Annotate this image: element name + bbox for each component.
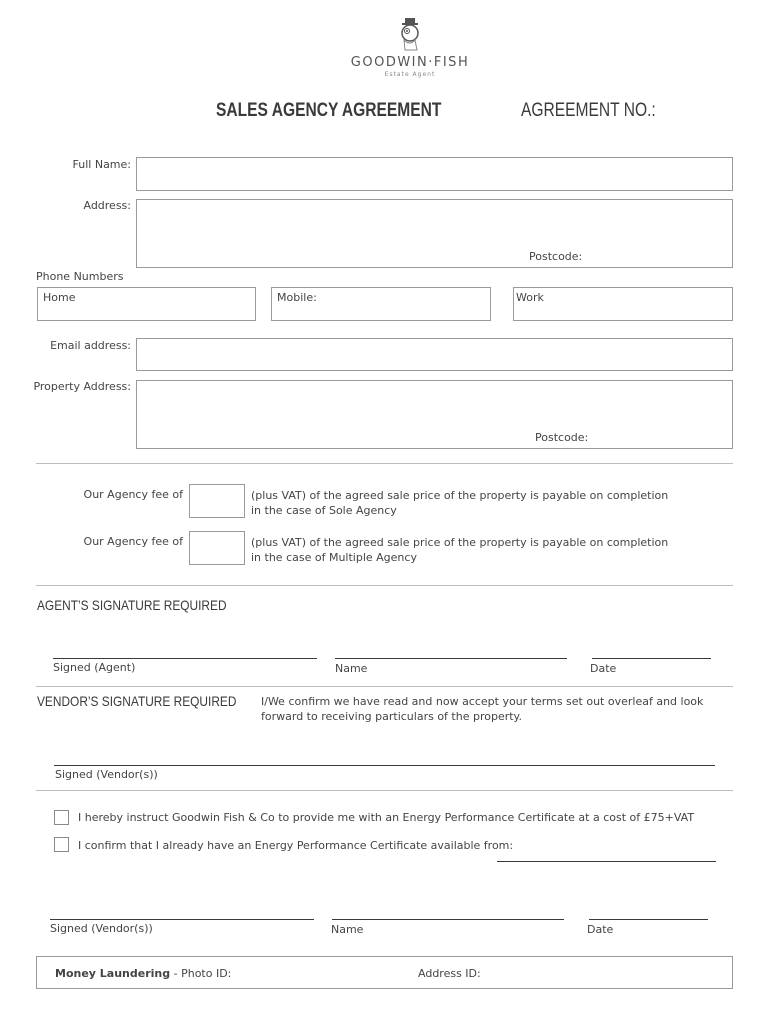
home-label: Home xyxy=(43,291,76,304)
multiple-fee-text-line-2: in the case of Multiple Agency xyxy=(251,551,417,564)
mobile-phone-field[interactable] xyxy=(271,287,491,321)
vendor-confirmation-line-2: forward to receiving particulars of the property. xyxy=(261,710,522,723)
brand-tagline: Estate Agent xyxy=(384,71,436,78)
money-laundering-title: Money Laundering xyxy=(55,967,171,980)
postcode-label: Postcode: xyxy=(529,250,583,263)
divider xyxy=(36,463,733,464)
sole-fee-text xyxy=(251,488,668,518)
email-label: Email address: xyxy=(50,339,131,352)
multiple-fee-label: Our Agency fee of xyxy=(83,535,183,548)
address-label: Address: xyxy=(83,199,131,212)
multiple-fee-text-line-1: (plus VAT) of the agreed sale price of the property is payable on completion xyxy=(251,536,669,549)
vendor-signature-heading: VENDOR’S SIGNATURE REQUIRED xyxy=(37,693,237,709)
agent-signature-line[interactable] xyxy=(53,658,317,659)
full-name-field[interactable] xyxy=(136,157,733,191)
brand-name: GOODWIN·FISH xyxy=(350,55,470,70)
work-label: Work xyxy=(516,291,544,304)
divider xyxy=(36,686,733,687)
sole-fee-label: Our Agency fee of xyxy=(83,488,183,501)
sole-fee-text-line-1: (plus VAT) of the agreed sale price of the property is payable on completion xyxy=(251,489,669,502)
money-laundering-box[interactable] xyxy=(36,956,733,989)
sole-fee-text-line-2: in the case of Sole Agency xyxy=(251,504,397,517)
vendor-signature-line[interactable] xyxy=(54,765,715,766)
sole-fee-field[interactable] xyxy=(189,484,245,518)
epc-instruct-checkbox[interactable] xyxy=(54,810,69,825)
agent-date-line[interactable] xyxy=(592,658,711,659)
phone-numbers-label: Phone Numbers xyxy=(36,270,124,283)
epc-already-checkbox[interactable] xyxy=(54,837,69,852)
vendor-final-signature-line[interactable] xyxy=(50,919,314,920)
vendor-final-name-line[interactable] xyxy=(332,919,564,920)
agent-signed-label: Signed (Agent) xyxy=(53,661,136,674)
vendor-final-date-line[interactable] xyxy=(589,919,708,920)
full-name-label: Full Name: xyxy=(72,158,131,171)
divider xyxy=(36,790,733,791)
multiple-fee-text xyxy=(251,535,668,565)
divider xyxy=(36,585,733,586)
vendor-confirmation-text xyxy=(261,694,703,724)
property-postcode-label: Postcode: xyxy=(535,431,589,444)
vendor-signed-label: Signed (Vendor(s)) xyxy=(55,768,158,781)
epc-instruct-label: I hereby instruct Goodwin Fish & Co to provide me with an Energy Performance Certificate at a cost of £75+VAT xyxy=(78,811,695,824)
agent-name-line[interactable] xyxy=(335,658,567,659)
multiple-fee-field[interactable] xyxy=(189,531,245,565)
property-address-label: Property Address: xyxy=(33,380,131,393)
epc-already-label: I confirm that I already have an Energy Performance Certificate available from: xyxy=(78,839,514,852)
vendor-final-name-label: Name xyxy=(331,923,364,936)
work-phone-field[interactable] xyxy=(513,287,733,321)
home-phone-field[interactable] xyxy=(37,287,256,321)
mobile-label: Mobile: xyxy=(277,291,317,304)
agreement-number-label: AGREEMENT NO.: xyxy=(521,100,656,121)
fish-mascot-icon xyxy=(395,16,427,52)
agent-date-label: Date xyxy=(590,662,617,675)
address-id-label: Address ID: xyxy=(418,967,481,980)
logo xyxy=(395,16,427,52)
photo-id-label: - Photo ID: xyxy=(170,967,232,980)
email-field[interactable] xyxy=(136,338,733,371)
page-title: SALES AGENCY AGREEMENT xyxy=(216,100,442,121)
agent-name-label: Name xyxy=(335,662,368,675)
vendor-final-date-label: Date xyxy=(587,923,614,936)
address-field[interactable] xyxy=(136,199,733,268)
money-laundering-photo-id xyxy=(55,967,231,980)
vendor-final-signed-label: Signed (Vendor(s)) xyxy=(50,922,153,935)
agent-signature-heading: AGENT’S SIGNATURE REQUIRED xyxy=(37,597,227,613)
property-address-field[interactable] xyxy=(136,380,733,449)
vendor-confirmation-line-1: I/We confirm we have read and now accept your terms set out overleaf and look xyxy=(261,695,704,708)
epc-provider-line[interactable] xyxy=(497,861,716,862)
